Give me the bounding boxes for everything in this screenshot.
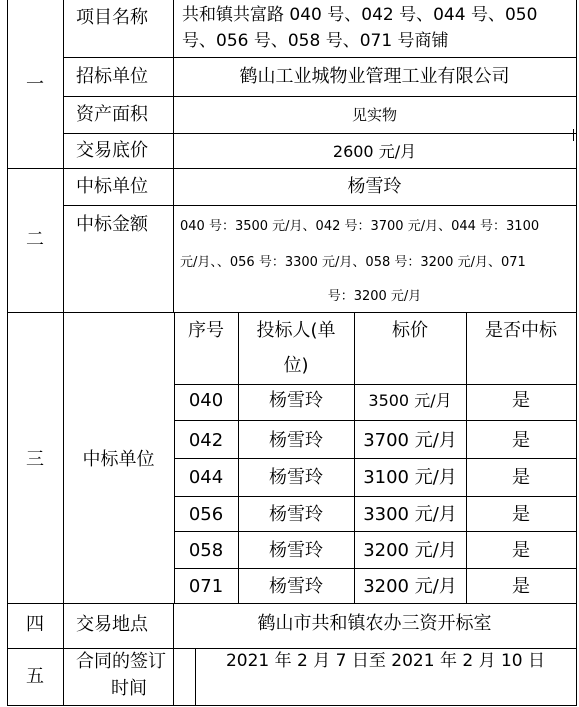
winning-amount-line: 元/月、、056 号：3300 元/月、058 号：3200 元/月、071 (180, 255, 526, 270)
row-price: 3200 元/月 (363, 540, 457, 561)
row-serial: 044 (188, 467, 224, 488)
row-serial: 071 (188, 576, 224, 597)
header-bidder: 位) (283, 355, 309, 376)
row-won: 是 (512, 467, 530, 488)
tender-unit-label: 招标单位 (76, 66, 148, 87)
row-bidder: 杨雪玲 (269, 576, 323, 597)
tender-unit-value: 鹤山工业城物业管理工业有限公司 (239, 66, 510, 87)
trade-location-label: 交易地点 (76, 614, 148, 635)
row-bidder: 杨雪玲 (269, 467, 323, 488)
detail-winning-unit-label: 中标单位 (82, 449, 155, 470)
row-serial: 042 (188, 430, 224, 451)
section-number: 二 (26, 229, 44, 250)
section-number: 四 (26, 614, 44, 635)
trade-location-value: 鹤山市共和镇农办三资开标室 (257, 613, 492, 634)
contract-time-label: 时间 (111, 678, 147, 699)
row-won: 是 (512, 430, 530, 451)
row-serial: 058 (188, 540, 224, 561)
winning-amount-label: 中标金额 (76, 214, 148, 235)
row-price: 3300 元/月 (363, 504, 457, 525)
winning-unit-value: 杨雪玲 (347, 176, 402, 197)
row-price: 3200 元/月 (363, 576, 457, 597)
winning-amount-line: 040 号：3500 元/月、042 号：3700 元/月、044 号：3100 (180, 219, 540, 234)
row-bidder: 杨雪玲 (269, 540, 323, 561)
row-won: 是 (512, 576, 530, 597)
contract-time-label: 合同的签订 (76, 651, 166, 672)
asset-area-value: 见实物 (351, 106, 397, 124)
header-bidder: 投标人(单 (256, 320, 336, 341)
header-won: 是否中标 (485, 320, 557, 341)
project-name-label: 项目名称 (76, 7, 148, 28)
row-price: 3500 元/月 (368, 391, 452, 410)
winning-amount-line: 号：3200 元/月 (327, 289, 422, 304)
project-name-value: 共和镇共富路 040 号、042 号、044 号、050 (182, 5, 538, 25)
project-name-value: 号、056 号、058 号、071 号商铺 (182, 31, 449, 51)
row-won: 是 (512, 390, 530, 411)
row-bidder: 杨雪玲 (269, 504, 323, 525)
asset-area-label: 资产面积 (76, 104, 148, 125)
reserve-price-value: 2600 元/月 (332, 142, 417, 161)
row-won: 是 (512, 504, 530, 525)
winning-unit-label: 中标单位 (76, 176, 148, 197)
section-number: 三 (26, 449, 44, 470)
row-won: 是 (512, 540, 530, 561)
section-number: 一 (26, 74, 44, 95)
row-price: 3100 元/月 (363, 467, 457, 488)
row-serial: 040 (188, 390, 224, 411)
contract-time-value: 2021 年 2 月 7 日至 2021 年 2 月 10 日 (225, 651, 546, 671)
header-serial: 序号 (188, 320, 224, 341)
header-price: 标价 (392, 320, 428, 341)
row-serial: 056 (188, 504, 224, 525)
row-bidder: 杨雪玲 (269, 390, 323, 411)
row-price: 3700 元/月 (363, 430, 457, 451)
section-number: 五 (26, 666, 44, 687)
row-bidder: 杨雪玲 (269, 430, 323, 451)
reserve-price-label: 交易底价 (76, 140, 148, 161)
